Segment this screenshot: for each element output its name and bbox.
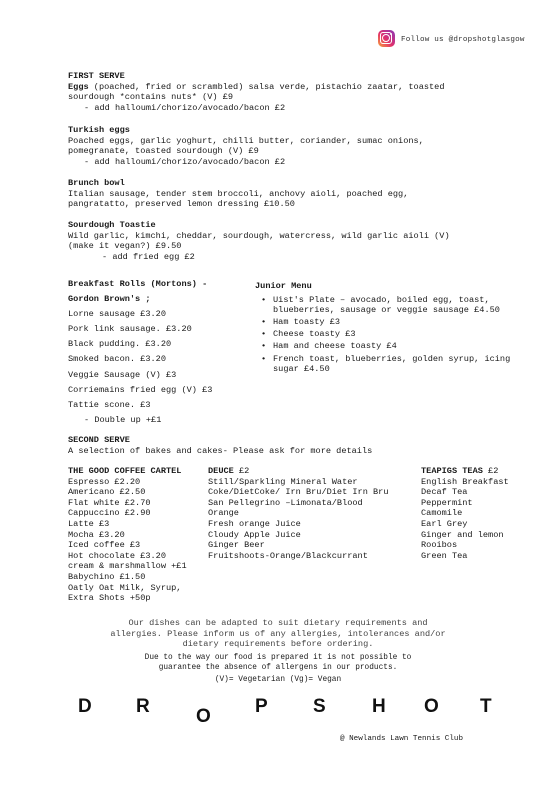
note-line: Due to the way our food is prepared it is not possible to <box>144 654 412 662</box>
list-item: Iced coffee £3 <box>68 540 141 551</box>
menu-item-eggs-line: sourdough *contains nuts* (V) £9 <box>68 92 234 103</box>
venue-credit: @ Newlands Lawn Tennis Club <box>340 735 464 743</box>
list-item: Oatly Oat Milk, Syrup, <box>68 582 182 593</box>
list-item: Peppermint <box>421 497 473 508</box>
logo-letter: O <box>196 706 211 727</box>
list-item: Smoked bacon. £3.20 <box>68 354 166 365</box>
menu-item-addon: - add halloumi/chorizo/avocado/bacon £2 <box>84 102 286 113</box>
list-item: Camomile <box>421 508 463 519</box>
list-item: Ginger and lemon <box>421 529 504 540</box>
menu-item-description: pomegranate, toasted sourdough (V) £9 <box>68 146 259 157</box>
menu-item-title: Sourdough Toastie <box>68 220 156 230</box>
list-item: Earl Grey <box>421 518 468 529</box>
menu-item-description: Wild garlic, kimchi, cheddar, sourdough, watercress, wild garlic aioli (V) <box>68 230 450 241</box>
list-item: Hot chocolate £3.20 <box>68 550 166 561</box>
junior-menu-list <box>255 295 525 375</box>
list-item: • French toast, blueberries, golden syrup, icing sugar £4.50 <box>273 354 525 375</box>
list-item: Espresso £2.20 <box>68 476 141 487</box>
deuce-heading: DEUCE £2 <box>208 466 250 476</box>
deuce-column <box>208 466 418 561</box>
dietary-note <box>68 618 488 650</box>
menu-item-description: Italian sausage, tender stem broccoli, anchovy aioli, poached egg, <box>68 188 409 199</box>
menu-item-addon: - Double up +£1 <box>84 414 162 425</box>
list-item: Tattie scone. £3 <box>68 399 151 410</box>
list-item: Lorne sausage £3.20 <box>68 309 166 320</box>
junior-menu-section <box>255 281 525 376</box>
list-item: cream & marshmallow +£1 <box>68 561 187 572</box>
list-item: Extra Shots +50p <box>68 593 151 604</box>
logo-letter: S <box>313 696 326 717</box>
instagram-handle-link[interactable]: Follow us @dropshotglasgow <box>401 36 525 44</box>
dropshot-logo <box>0 696 560 736</box>
list-item: Fresh orange Juice <box>208 518 301 529</box>
list-item: Rooibos <box>421 540 458 551</box>
first-serve-section <box>68 71 508 113</box>
turkish-eggs-section <box>68 125 508 167</box>
list-item: Corriemains fried egg (V) £3 <box>68 384 213 395</box>
second-serve-heading: SECOND SERVE <box>68 435 130 445</box>
menu-item-description: Poached eggs, garlic yoghurt, chilli butter, coriander, sumac onions, <box>68 135 424 146</box>
list-item: Flat white £2.70 <box>68 497 151 508</box>
first-serve-heading: FIRST SERVE <box>68 71 125 81</box>
list-item: English Breakfast <box>421 476 509 487</box>
list-item: • Cheese toasty £3 <box>273 329 525 340</box>
list-item: Babychino £1.50 <box>68 571 146 582</box>
junior-menu-heading: Junior Menu <box>255 281 312 291</box>
coffee-column <box>68 466 208 604</box>
list-item: Veggie Sausage (V) £3 <box>68 369 177 380</box>
list-item: Fruitshoots-Orange/Blackcurrant <box>208 550 368 561</box>
list-item: Pork link sausage. £3.20 <box>68 324 192 335</box>
list-item: Ginger Beer <box>208 540 265 551</box>
list-item: • Ham and cheese toasty £4 <box>273 341 525 352</box>
logo-letter: D <box>78 696 92 717</box>
teapigs-column <box>421 466 531 561</box>
menu-item-title: Brunch bowl <box>68 178 125 188</box>
list-item: Mocha £3.20 <box>68 529 125 540</box>
list-item: San Pellegrino –Limonata/Blood <box>208 497 363 508</box>
menu-item-description: pangratatto, preserved lemon dressing £10.50 <box>68 199 295 210</box>
list-item: • Ham toasty £3 <box>273 317 525 328</box>
list-item: Americano £2.50 <box>68 487 146 498</box>
list-item: Green Tea <box>421 550 468 561</box>
note-line: guarantee the absence of allergens in our products. <box>158 664 398 672</box>
menu-item-eggs: Eggs (poached, fried or scrambled) salsa verde, pistachio zaatar, toasted <box>68 81 445 92</box>
breakfast-rolls-subheading: Gordon Brown's ; <box>68 294 151 305</box>
breakfast-rolls-heading: Breakfast Rolls (Mortons) - <box>68 279 208 289</box>
note-line: Our dishes can be adapted to suit dietary requirements and <box>128 618 428 628</box>
list-item: Coke/DietCoke/ Irn Bru/Diet Irn Bru <box>208 487 389 498</box>
logo-letter: H <box>372 696 386 717</box>
diet-key: (V)= Vegetarian (Vg)= Vegan <box>214 676 342 684</box>
sourdough-toastie-section <box>68 220 508 262</box>
menu-item-addon: - add fried egg £2 <box>102 251 195 262</box>
menu-item-title: Turkish eggs <box>68 125 130 135</box>
note-line: allergies. Please inform us of any allergies, intolerances and/or <box>110 628 446 639</box>
second-serve-section <box>68 435 508 456</box>
teapigs-heading: TEAPIGS TEAS £2 <box>421 466 499 476</box>
breakfast-rolls-section <box>68 279 258 430</box>
allergen-note <box>68 653 488 673</box>
coffee-heading: THE GOOD COFFEE CARTEL <box>68 466 182 476</box>
second-serve-subtitle: A selection of bakes and cakes- Please ask for more details <box>68 445 373 456</box>
logo-letter: O <box>424 696 439 717</box>
list-item: Cappuccino £2.90 <box>68 508 151 519</box>
logo-letter: R <box>136 696 150 717</box>
list-item: Orange <box>208 508 239 519</box>
menu-item-description: (make it vegan?) £9.50 <box>68 241 182 252</box>
list-item: Still/Sparkling Mineral Water <box>208 476 358 487</box>
logo-letter: P <box>255 696 268 717</box>
list-item: • Uist's Plate – avocado, boiled egg, toast, blueberries, sausage or veggie sausage £4.50 <box>273 295 525 316</box>
menu-item-addon: - add halloumi/chorizo/avocado/bacon £2 <box>84 156 286 167</box>
instagram-icon[interactable] <box>378 30 395 47</box>
list-item: Decaf Tea <box>421 487 468 498</box>
logo-letter: T <box>480 696 492 717</box>
list-item: Cloudy Apple Juice <box>208 529 301 540</box>
brunch-bowl-section <box>68 178 508 210</box>
list-item: Black pudding. £3.20 <box>68 339 172 350</box>
note-line: dietary requirements before ordering. <box>182 639 374 650</box>
list-item: Latte £3 <box>68 518 110 529</box>
